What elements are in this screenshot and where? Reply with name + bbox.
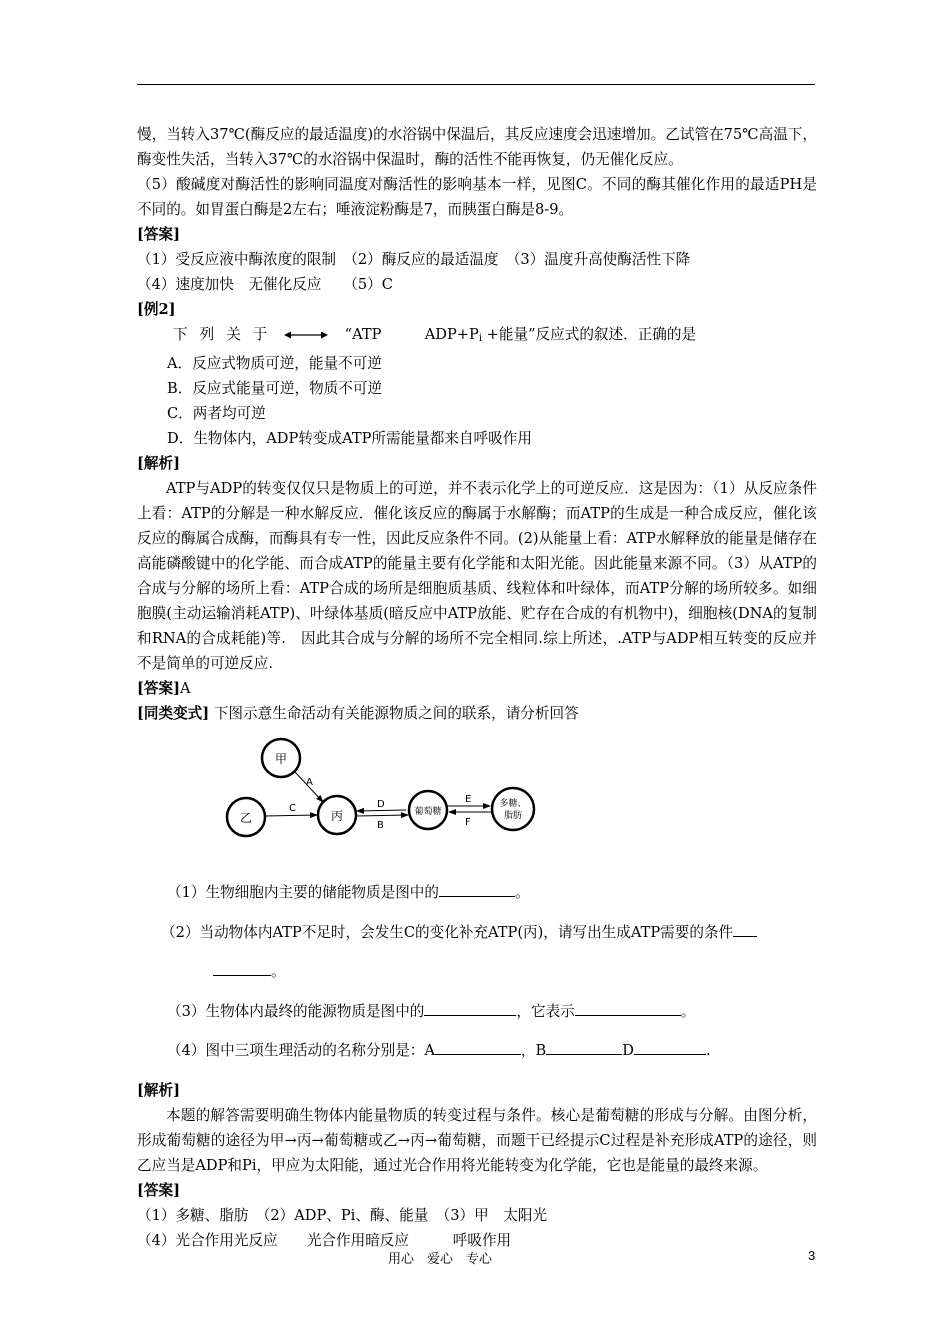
edge-label-b: B <box>377 820 384 831</box>
option-c: C．两者均可逆 <box>167 405 266 422</box>
intro-paragraph: 慢，当转入37℃(酶反应的最适温度)的水浴锅中保温后，其反应速度会迅速增加。乙试管在75℃高温下，酶变性失活，当转入37℃的水浴锅中保温时，酶的活性不能再恢复，仍无催化反应。 <box>137 126 817 168</box>
answer-blank <box>546 1040 622 1055</box>
stem-prefix: 下列关于 <box>173 326 280 343</box>
stem-rest: +能量”反应式的叙述．正确的是 <box>482 326 697 343</box>
node-polysaccharide-label-2: 脂肪 <box>503 811 523 821</box>
question-3-text-b: ，它表示 <box>516 1002 575 1020</box>
question-4-text-c: D <box>622 1042 634 1060</box>
answer-blank <box>213 961 271 976</box>
option-a: A．反应式物质可逆，能量不可逆 <box>167 355 382 372</box>
question-4-text: （4）图中三项生理活动的名称分别是：A <box>167 1042 435 1060</box>
variant-row <box>137 701 817 726</box>
analysis-heading: [解析] <box>137 1081 180 1099</box>
question-3-end: 。 <box>680 1002 696 1020</box>
question-2-text: （2）当动物体内ATP不足时，会发生C的变化补充ATP(丙)，请写出生成ATP需要的条件 <box>161 923 734 941</box>
answer-blank <box>439 882 515 897</box>
analysis-heading: [解析] <box>137 455 180 472</box>
edge-label-d: D <box>377 799 385 810</box>
footer-motto: 用心 爱心 专心 <box>388 1252 493 1267</box>
header-rule <box>137 84 815 85</box>
answer-blank <box>424 1001 516 1016</box>
node-bing-label: 丙 <box>330 809 344 823</box>
question-4 <box>137 1038 817 1063</box>
energy-diagram <box>211 736 541 864</box>
answer-heading: [答案] <box>137 680 180 697</box>
edge-label-e: E <box>465 794 472 805</box>
variant-text: 下图示意生命活动有关能源物质之间的联系，请分析回答 <box>213 705 579 722</box>
answer-row <box>137 676 817 701</box>
variant-heading: [同类变式] <box>137 705 210 722</box>
question-3-text: （3）生物体内最终的能源物质是图中的 <box>167 1002 425 1020</box>
option-b: B．反应式能量可逆，物质不可逆 <box>167 380 383 397</box>
intro-paragraph-ph: （5）酸碱度对酶活性的影响同温度对酶活性的影响基本一样，见图C。不同的酶其催化作用的最适PH是不同的。如胃蛋白酶是2左右；唾液淀粉酶是7，而胰蛋白酶是8-9。 <box>137 176 817 218</box>
answer-line: （4）速度加快 无催化反应 （5）C <box>137 276 393 293</box>
answer-line: （1）受反应液中酶浓度的限制 （2）酶反应的最适温度 （3）温度升高使酶活性下降 <box>137 251 691 268</box>
question-2-end: 。 <box>271 963 286 981</box>
node-glucose-label: 葡萄糖 <box>414 807 442 817</box>
page-content <box>137 122 817 1253</box>
question-1-text: （1）生物细胞内主要的储能物质是图中的 <box>167 884 439 901</box>
question-4-end: . <box>705 1042 711 1060</box>
question-2-continued <box>137 959 817 984</box>
node-jia-label: 甲 <box>274 752 288 766</box>
edge-b <box>357 815 408 816</box>
question-3 <box>137 999 817 1024</box>
energy-diagram-svg <box>211 736 541 864</box>
edge-c <box>265 815 317 816</box>
question-2 <box>137 920 817 945</box>
answer-blank <box>575 1001 681 1016</box>
page-number: 3 <box>808 1248 816 1263</box>
edge-label-c: C <box>289 803 296 814</box>
analysis-paragraph: 本题的解答需要明确生物体内能量物质的转变过程与条件。核心是葡萄糖的形成与分解。由图分析，形成葡萄糖的途径为甲→丙→葡萄糖或乙→丙→葡萄糖，而题干已经提示C过程是补充形成ATP的途径，则乙应当是ADP和Pi，甲应为太阳能，通过光合作用将光能转变为化学能，它也是能量的最终来源。 <box>137 1106 817 1174</box>
node-yi-label: 乙 <box>239 811 253 825</box>
stem-quote: “ATP <box>344 326 382 343</box>
example-heading: [例2] <box>137 301 176 318</box>
answer-heading: [答案] <box>137 1181 180 1199</box>
answer-line: （4）光合作用光反应 光合作用暗反应 呼吸作用 <box>137 1231 512 1249</box>
node-polysaccharide <box>492 788 534 830</box>
question-4-text-b: ，B <box>520 1042 547 1060</box>
question-1 <box>137 880 817 905</box>
answer-blank <box>733 922 757 937</box>
node-polysaccharide-label-1: 多糖、 <box>499 799 527 809</box>
question-1-end: 。 <box>514 884 530 901</box>
answer-heading: [答案] <box>137 226 180 243</box>
option-d: D．生物体内，ADP转变成ATP所需能量都来自呼吸作用 <box>167 430 532 447</box>
analysis-paragraph: ATP与ADP的转变仅仅只是物质上的可逆，并不表示化学上的可逆反应．这是因为：（1）从反应条件上看：ATP的分解是一种水解反应．催化该反应的酶属于水解酶；而ATP的生成是一种合成反应，催化该反应的酶属合成酶，而酶具有专一性，因此反应条件不同。(2)从能量上看：ATP水解释放的能量是储存在高能磷酸键中的化学能、而合成ATP的能量主要有化学能和太阳光能。因此能量来源不同。（3）从ATP的合成与分解的场所上看：ATP合成的场所是细胞质基质、线粒体和叶绿体，而ATP分解的场所较多。如细胞膜(主动运输消耗ATP)、叶绿体基质(暗反应中ATP放能、贮存在合成的有机物中)，细胞核(DNA的复制和RNA的合成耗能)等. 因此其合成与分解的场所不完全相同.综上所述，.ATP与ADP相互转变的反应并不是简单的可逆反应. <box>137 480 817 672</box>
answer-blank <box>634 1040 706 1055</box>
answer-blank <box>435 1040 521 1055</box>
edge-label-a: A <box>306 777 313 788</box>
edge-d <box>357 810 406 811</box>
example-stem <box>137 322 817 351</box>
reversible-arrow-icon <box>284 329 328 341</box>
answer-line: （1）多糖、脂肪 （2）ADP、Pi、酶、能量 （3）甲 太阳光 <box>137 1206 548 1224</box>
stem-subscript: i <box>478 333 483 344</box>
stem-adp: ADP+P <box>424 326 479 343</box>
answer-value: A <box>180 680 191 697</box>
edge-label-f: F <box>465 817 471 828</box>
